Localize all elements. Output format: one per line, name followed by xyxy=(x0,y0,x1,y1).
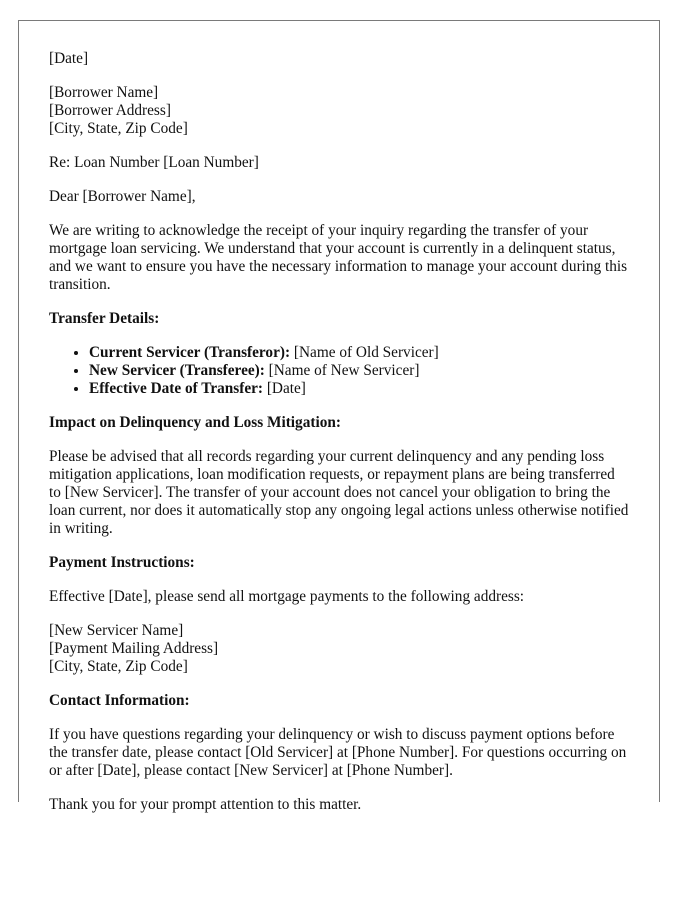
borrower-city-state-zip: [City, State, Zip Code] xyxy=(49,120,188,137)
letter-date: [Date] xyxy=(49,50,89,67)
payment-address-block xyxy=(49,622,629,676)
transfer-details-list xyxy=(49,344,629,398)
impact-heading: Impact on Delinquency and Loss Mitigation: xyxy=(49,414,341,431)
salutation: Dear [Borrower Name], xyxy=(49,188,196,205)
transfer-details-heading: Transfer Details: xyxy=(49,310,160,327)
re-line: Re: Loan Number [Loan Number] xyxy=(49,154,259,171)
letter-content xyxy=(19,21,659,814)
contact-paragraph: If you have questions regarding your delinquency or wish to discuss payment options before the transfer date, please contact [Old Servicer] at [Phone Number]. For questions occurring on or after [Date], please contact [New Servicer] at [Phone Number]. xyxy=(49,726,627,779)
list-item xyxy=(89,362,629,380)
payment-address-line: [City, State, Zip Code] xyxy=(49,658,188,675)
list-item xyxy=(89,380,629,398)
detail-value: [Date] xyxy=(263,380,306,397)
borrower-address-block xyxy=(49,84,629,138)
detail-label: Effective Date of Transfer: xyxy=(89,380,264,397)
list-item xyxy=(89,344,629,362)
borrower-address: [Borrower Address] xyxy=(49,102,171,119)
closing-line: Thank you for your prompt attention to this matter. xyxy=(49,796,362,813)
detail-label: Current Servicer (Transferor): xyxy=(89,344,291,361)
impact-paragraph: Please be advised that all records regarding your current delinquency and any pending loss mitigation applications, loan modification requests, or repayment plans are being transferred to [New Servicer]. The transfer of your account does not cancel your obligation to bring the loan current, nor does it automatically stop any ongoing legal actions unless otherwise notified in writing. xyxy=(49,448,629,537)
letter-page xyxy=(18,20,660,813)
borrower-name: [Borrower Name] xyxy=(49,84,159,101)
contact-heading: Contact Information: xyxy=(49,692,190,709)
detail-value: [Name of New Servicer] xyxy=(264,362,420,379)
payment-address-line: [New Servicer Name] xyxy=(49,622,184,639)
payment-address-line: [Payment Mailing Address] xyxy=(49,640,219,657)
intro-paragraph: We are writing to acknowledge the receipt of your inquiry regarding the transfer of your mortgage loan servicing. We understand that your account is currently in a delinquent status, and we want to ensure you have the necessary information to manage your account during this transition. xyxy=(49,222,628,293)
payment-heading: Payment Instructions: xyxy=(49,554,195,571)
detail-value: [Name of Old Servicer] xyxy=(290,344,439,361)
payment-paragraph: Effective [Date], please send all mortgage payments to the following address: xyxy=(49,588,525,605)
detail-label: New Servicer (Transferee): xyxy=(89,362,265,379)
